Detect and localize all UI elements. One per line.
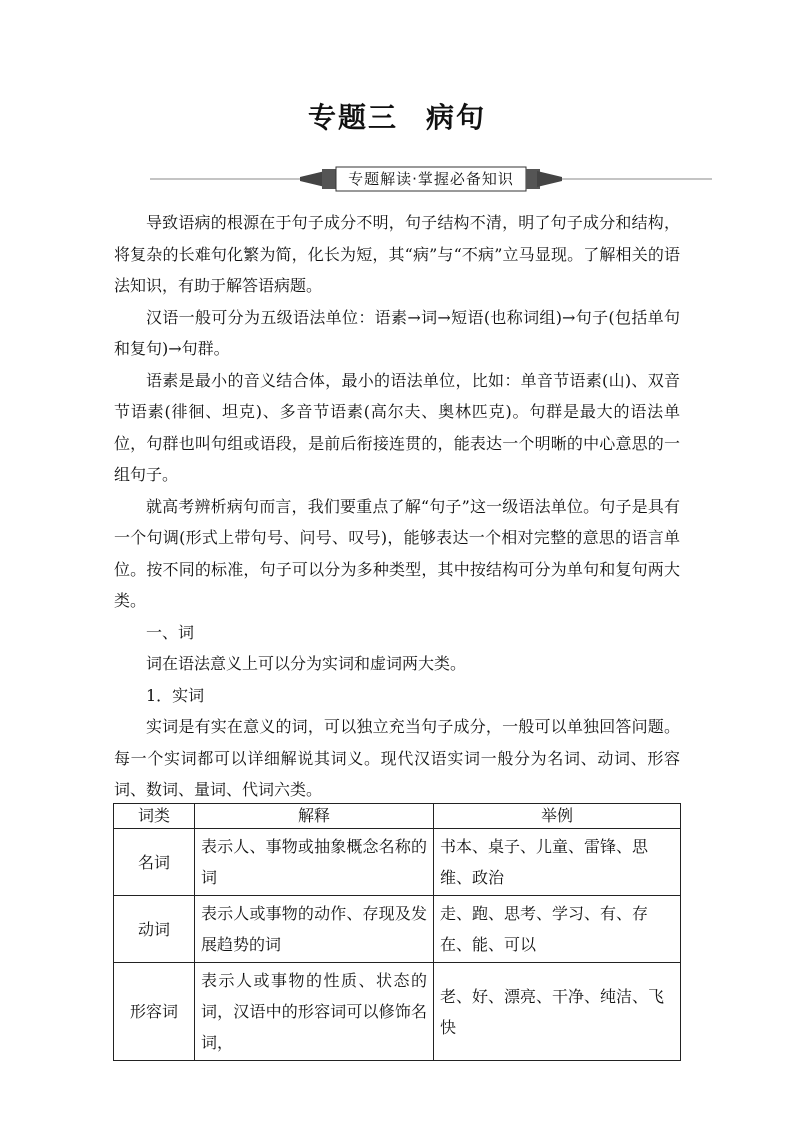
header-category: 词类 [114,804,195,829]
paragraph-1: 导致语病的根源在于句子成分不明，句子结构不清，明了句子成分和结构，将复杂的长难句化繁为简，化长为短，其“病”与“不病”立马显现。了解相关的语法知识，有助于解答语病题。 [114,213,680,295]
word-class-table [113,803,681,1061]
title-part2: 病句 [426,101,487,134]
body-text [114,207,680,806]
row-explanation: 表示人或事物的性质、状态的词，汉语中的形容词可以修饰名词， [195,963,434,1061]
paragraph-2: 汉语一般可分为五级语法单位：语素→词→短语(也称词组)→句子(包括单句和复句)→句群。 [114,307,680,358]
table-header-row [114,804,681,829]
title-part1: 专题三 [307,101,398,134]
row-category: 名词 [114,829,195,896]
section-banner [150,163,712,195]
banner-text: 专题解读·掌握必备知识 [348,170,514,188]
row-category: 动词 [114,896,195,963]
header-explanation: 解释 [195,804,434,829]
row-examples: 书本、桌子、儿童、雷锋、思维、政治 [434,829,681,896]
row-explanation: 表示人或事物的动作、存现及发展趋势的词 [195,896,434,963]
page-title [0,96,794,136]
table-row [114,829,681,896]
table-row [114,963,681,1061]
paragraph-6: 实词是有实在意义的词，可以独立充当句子成分，一般可以单独回答问题。每一个实词都可以详细解说其词义。现代汉语实词一般分为名词、动词、形容词、数词、量词、代词六类。 [114,717,680,799]
row-examples: 走、跑、思考、学习、有、存在、能、可以 [434,896,681,963]
table-row [114,896,681,963]
row-explanation: 表示人、事物或抽象概念名称的词 [195,829,434,896]
paragraph-5: 词在语法意义上可以分为实词和虚词两大类。 [146,654,467,673]
row-examples: 老、好、漂亮、干净、纯洁、飞快 [434,963,681,1061]
paragraph-3: 语素是最小的音义结合体，最小的语法单位，比如：单音节语素(山)、双音节语素(徘徊、坦克)、多音节语素(高尔夫、奥林匹克)。句群是最大的语法单位，句群也叫句组或语段，是前后衔接连贯的，能表达一个明晰的中心意思的一组句子。 [114,370,680,484]
paragraph-4: 就高考辨析病句而言，我们要重点了解“句子”这一级语法单位。句子是具有一个句调(形式上带句号、问号、叹号)，能够表达一个相对完整的意思的语言单位。按不同的标准，句子可以分为多种类型，其中按结构可分为单句和复句两大类。 [114,496,680,610]
section-heading: 一、词 [146,622,195,642]
subsection-heading: 1．实词 [146,685,205,705]
header-examples: 举例 [434,804,681,829]
row-category: 形容词 [114,963,195,1061]
